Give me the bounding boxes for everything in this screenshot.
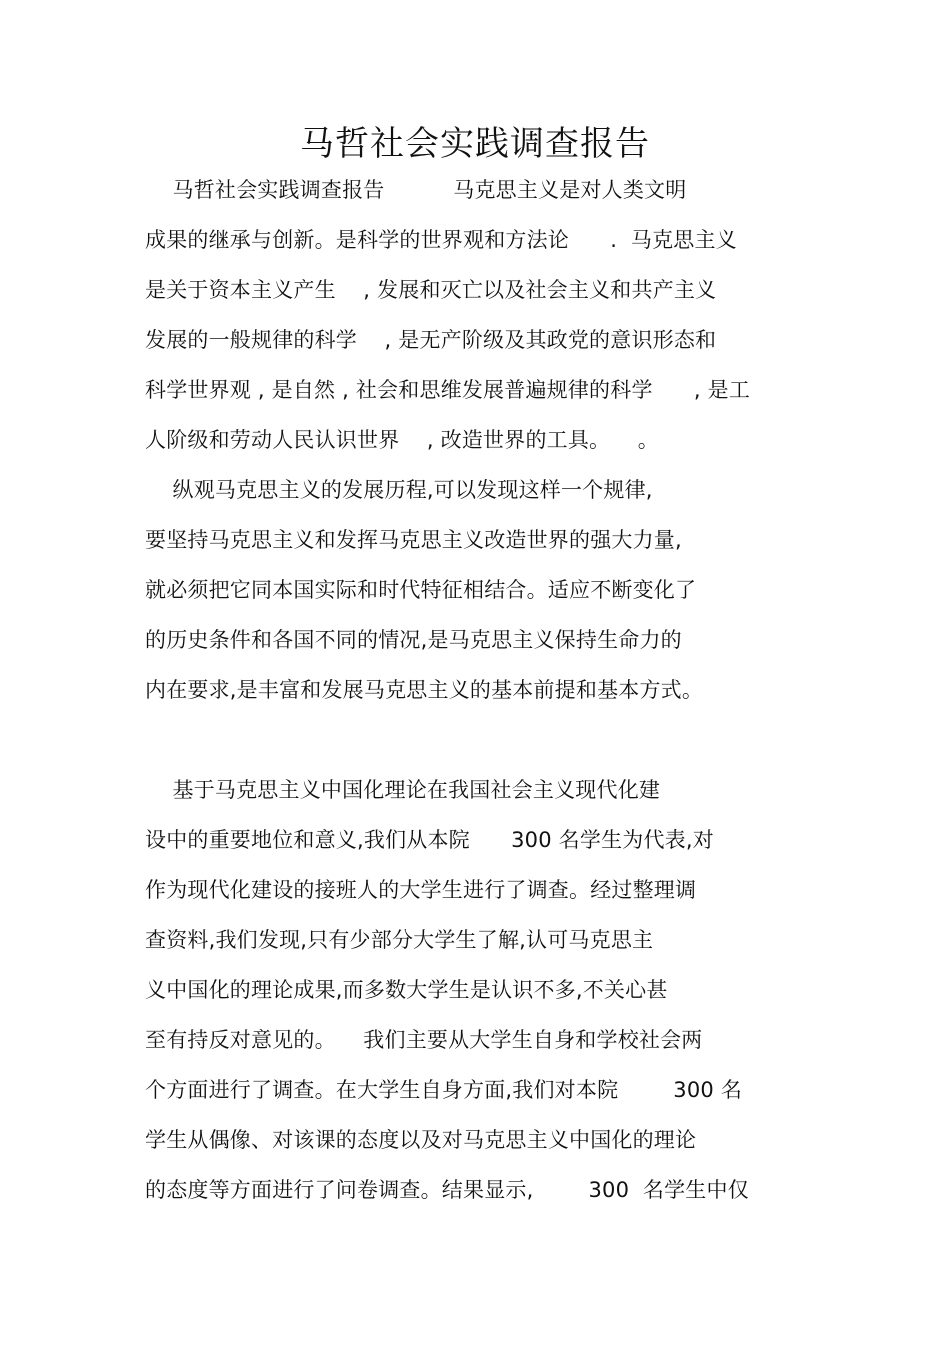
paragraph-line: 学生从偶像、对该课的态度以及对马克思主义中国化的理论 bbox=[145, 1128, 697, 1152]
paragraph-line: 查资料,我们发现,只有少部分大学生了解,认可马克思主 bbox=[145, 928, 654, 952]
paragraph-line: 成果的继承与创新。是科学的世界观和方法论 . 马克思主义 bbox=[145, 228, 737, 252]
paragraph-line: 要坚持马克思主义和发挥马克思主义改造世界的强大力量, bbox=[145, 528, 682, 552]
paragraph-line: 内在要求,是丰富和发展马克思主义的基本前提和基本方式。 bbox=[145, 678, 704, 702]
paragraph-line: 个方面进行了调查。在大学生自身方面,我们对本院 300 名 bbox=[145, 1078, 743, 1102]
paragraph-line: 的态度等方面进行了问卷调查。结果显示, 300 名学生中仅 bbox=[145, 1178, 749, 1202]
paragraph-line: 至有持反对意见的。 我们主要从大学生自身和学校社会两 bbox=[145, 1028, 703, 1052]
paragraph-line: 基于马克思主义中国化理论在我国社会主义现代化建 bbox=[145, 778, 661, 802]
paragraph-line: 设中的重要地位和意义,我们从本院 300 名学生为代表,对 bbox=[145, 828, 714, 852]
paragraph-line: 马哲社会实践调查报告 马克思主义是对人类文明 bbox=[145, 178, 687, 202]
paragraph-line: 的历史条件和各国不同的情况,是马克思主义保持生命力的 bbox=[145, 628, 682, 652]
document-title: 马哲社会实践调查报告 bbox=[300, 124, 650, 164]
paragraph-line: 科学世界观 , 是自然 , 社会和思维发展普遍规律的科学 , 是工 bbox=[145, 378, 751, 402]
paragraph-line: 作为现代化建设的接班人的大学生进行了调查。经过整理调 bbox=[145, 878, 697, 902]
paragraph-line: 就必须把它同本国实际和时代特征相结合。适应不断变化了 bbox=[145, 578, 697, 602]
paragraph-line: 义中国化的理论成果,而多数大学生是认识不多,不关心甚 bbox=[145, 978, 668, 1002]
paragraph-line: 发展的一般规律的科学 , 是无产阶级及其政党的意识形态和 bbox=[145, 328, 717, 352]
paragraph-line: 纵观马克思主义的发展历程,可以发现这样一个规律, bbox=[145, 478, 653, 502]
paragraph-line: 是关于资本主义产生 , 发展和灭亡以及社会主义和共产主义 bbox=[145, 278, 717, 302]
paragraph-line: 人阶级和劳动人民认识世界 , 改造世界的工具。 。 bbox=[145, 428, 659, 452]
